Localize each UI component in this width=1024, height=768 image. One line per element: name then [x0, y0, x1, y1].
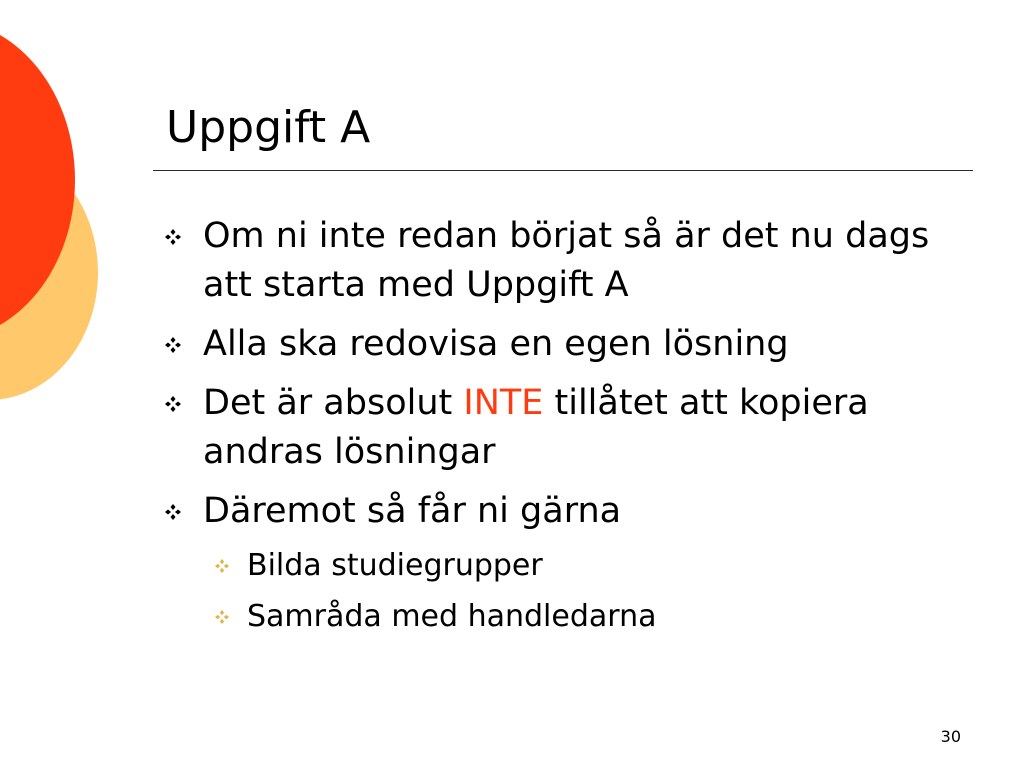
slide-title: Uppgift A [166, 102, 371, 153]
bullet-text: Däremot så får ni gärna [203, 491, 622, 531]
bullet-item [165, 212, 975, 310]
diamond-bullet-icon [165, 396, 181, 412]
slide-number: 30 [940, 727, 961, 746]
diamond-bullet-icon [165, 504, 181, 520]
sub-bullet-item [215, 546, 975, 586]
sub-bullet-text: Bilda studiegrupper [247, 548, 543, 583]
bullet-item [165, 487, 975, 536]
bullet-text-before: Det är absolut [203, 383, 464, 423]
diamond-bullet-icon [165, 229, 181, 245]
bullet-text-after: tillåtet att kopiera andras lösningar [203, 383, 869, 472]
diamond-bullet-icon [165, 337, 181, 353]
diamond-sub-bullet-icon [215, 610, 229, 624]
sub-bullet-item [215, 597, 975, 637]
slide-body [165, 212, 975, 648]
diamond-sub-bullet-icon [215, 559, 229, 573]
bullet-item [165, 320, 975, 369]
bullet-item [165, 379, 975, 477]
title-divider [153, 170, 973, 171]
sub-bullet-text: Samråda med handledarna [247, 599, 657, 634]
bullet-text: Alla ska redovisa en egen lösning [203, 324, 789, 364]
highlighted-word: INTE [463, 383, 544, 423]
bullet-text: Om ni inte redan börjat så är det nu dags att starta med Uppgift A [203, 216, 930, 305]
